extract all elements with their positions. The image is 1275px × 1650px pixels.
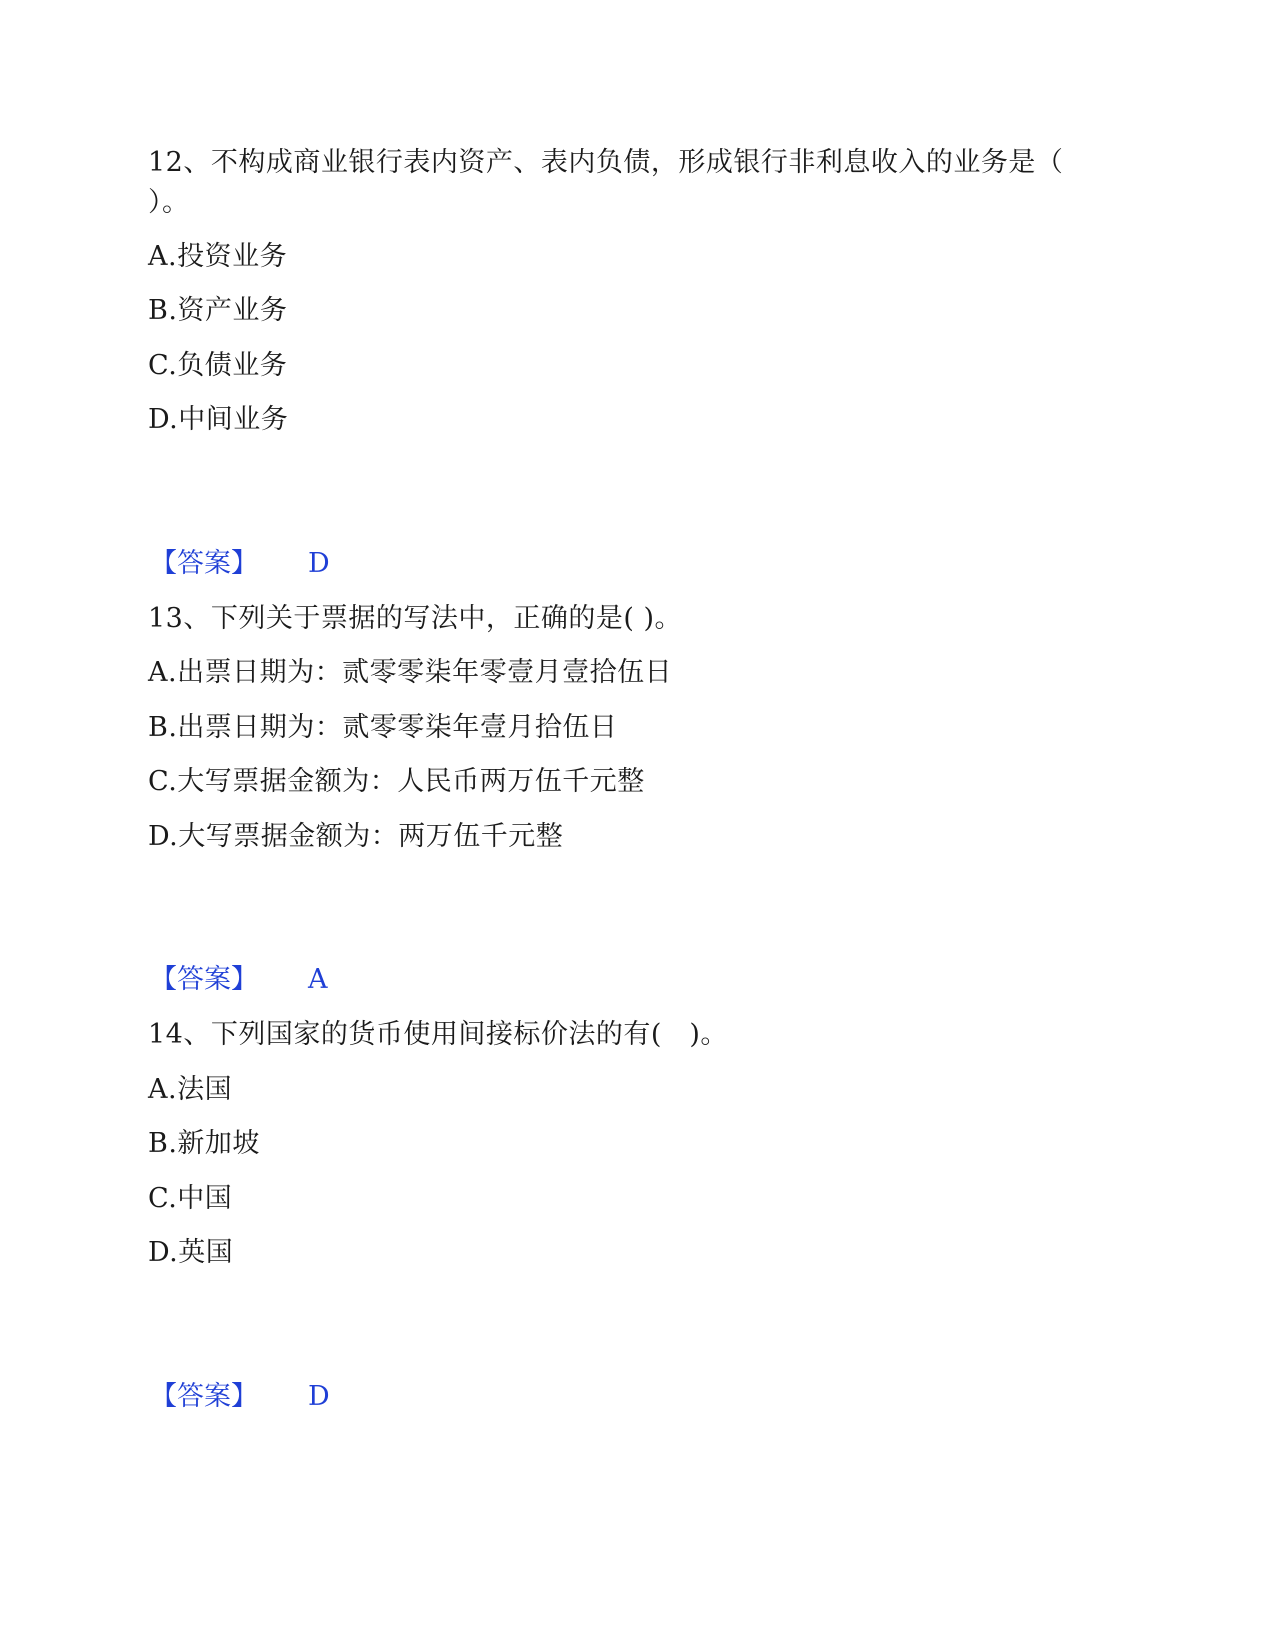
answer-value: D <box>308 1381 330 1412</box>
question-13-option-d: D.大写票据金额为：两万伍千元整 <box>148 821 564 852</box>
question-14-answer <box>150 1380 330 1414</box>
question-12-option-d: D.中间业务 <box>148 404 289 435</box>
question-14-option-a: A.法国 <box>148 1074 233 1105</box>
answer-label: 【答案】 <box>150 548 258 579</box>
answer-label: 【答案】 <box>150 1381 258 1412</box>
question-12-answer <box>150 547 330 581</box>
question-14-stem: 14、下列国家的货币使用间接标价法的有( )。 <box>148 1019 728 1050</box>
answer-value: D <box>308 548 330 579</box>
question-12-option-a: A.投资业务 <box>148 241 288 272</box>
question-13-option-b: B.出票日期为：贰零零柒年壹月拾伍日 <box>148 712 618 743</box>
question-13-option-a: A.出票日期为：贰零零柒年零壹月壹拾伍日 <box>148 657 673 688</box>
question-14-option-d: D.英国 <box>148 1237 234 1268</box>
question-13-stem: 13、下列关于票据的写法中，正确的是( )。 <box>148 603 683 634</box>
question-12-stem: 12、不构成商业银行表内资产、表内负债，形成银行非利息收入的业务是（ <box>148 147 1064 178</box>
answer-value: A <box>308 964 328 995</box>
question-13-answer <box>150 963 328 997</box>
question-12-option-b: B.资产业务 <box>148 295 288 326</box>
question-12-stem-continued: ）。 <box>148 187 190 218</box>
question-13-option-c: C.大写票据金额为：人民币两万伍千元整 <box>148 766 645 797</box>
question-14-option-c: C.中国 <box>148 1183 233 1214</box>
question-12-option-c: C.负债业务 <box>148 350 288 381</box>
answer-label: 【答案】 <box>150 964 258 995</box>
question-14-option-b: B.新加坡 <box>148 1128 260 1159</box>
